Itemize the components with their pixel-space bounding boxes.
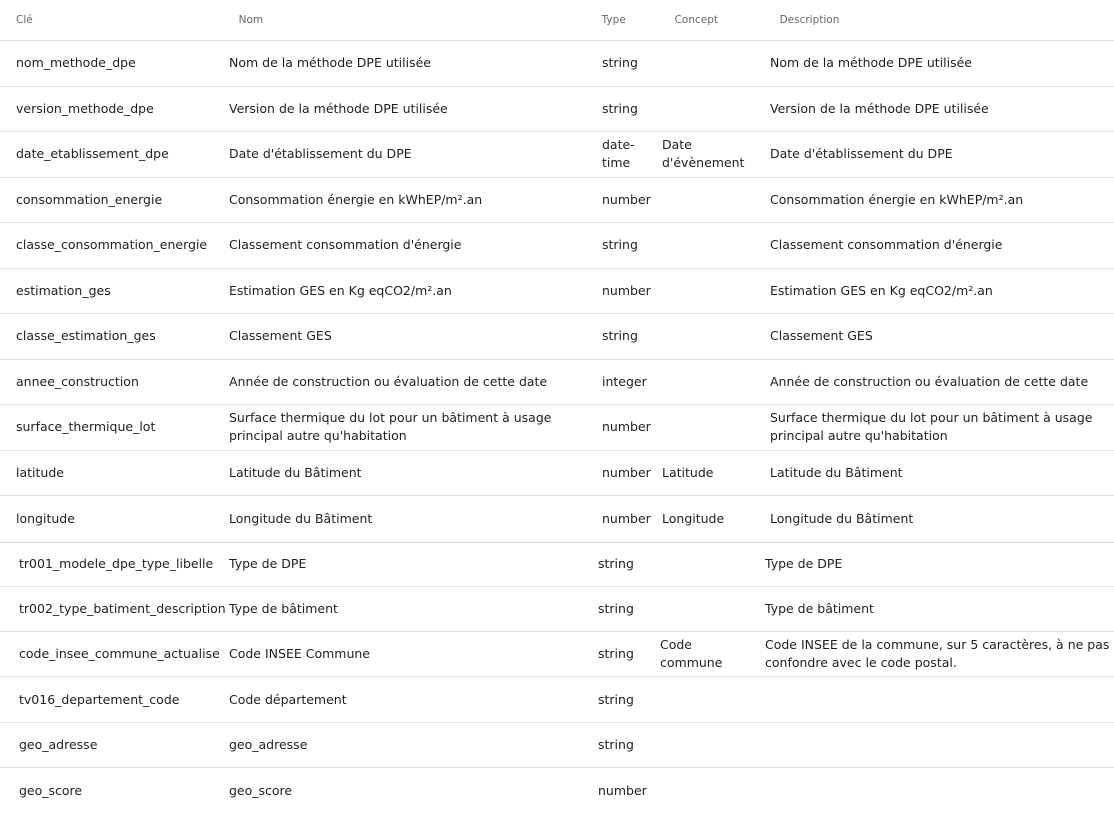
cell-key: surface_thermique_lot (16, 419, 156, 435)
cell-description: Classement GES (770, 328, 873, 344)
cell-name: Classement consommation d'énergie (229, 237, 462, 253)
cell-type: string (602, 55, 638, 71)
header-key: Clé (16, 14, 33, 26)
cell-key: classe_consommation_energie (16, 237, 208, 253)
cell-key: date_etablissement_dpe (16, 146, 169, 162)
cell-concept: Latitude (662, 464, 714, 480)
cell-key: estimation_ges (16, 282, 111, 298)
cell-name: Code département (229, 691, 347, 707)
cell-description: Année de construction ou évaluation de cette date (770, 373, 1089, 389)
cell-description: Consommation énergie en kWhEP/m².an (770, 191, 1024, 207)
cell-description: Estimation GES en Kg eqCO2/m².an (770, 282, 993, 298)
cell-type: integer (602, 373, 647, 389)
cell-description: Surface thermique du lot pour un bâtiment à usage principal autre qu'habitation (770, 410, 1093, 444)
cell-key: classe_estimation_ges (16, 328, 156, 344)
cell-name: Version de la méthode DPE utilisée (229, 100, 448, 116)
cell-description: Type de bâtiment (765, 600, 874, 616)
cell-description: Type de DPE (765, 556, 843, 572)
cell-key: code_insee_commune_actualise (19, 646, 220, 662)
table-row (0, 314, 1114, 360)
cell-description: Code INSEE de la commune, sur 5 caractères, à ne pas confondre avec le code postal. (765, 637, 1110, 671)
cell-key: tr001_modele_dpe_type_libelle (19, 556, 214, 572)
cell-name: Nom de la méthode DPE utilisée (229, 55, 431, 71)
cell-name: Type de DPE (229, 556, 307, 572)
cell-description: Longitude du Bâtiment (770, 510, 914, 526)
cell-key: latitude (16, 464, 64, 480)
cell-type: number (602, 419, 651, 435)
table-row (0, 587, 1114, 632)
cell-name: Consommation énergie en kWhEP/m².an (229, 191, 483, 207)
table-header (0, 0, 1114, 41)
cell-name: Longitude du Bâtiment (229, 510, 373, 526)
table-row (0, 178, 1114, 224)
cell-type: string (598, 646, 634, 662)
table-row (0, 405, 1114, 451)
cell-key: version_methode_dpe (16, 100, 154, 116)
cell-type: string (602, 328, 638, 344)
cell-name: Code INSEE Commune (229, 646, 370, 662)
table-row (0, 41, 1114, 87)
table-row (0, 632, 1114, 677)
cell-key: longitude (16, 510, 75, 526)
table-row (0, 723, 1114, 768)
cell-type: number (602, 510, 651, 526)
cell-name: Latitude du Bâtiment (229, 464, 362, 480)
cell-name: Type de bâtiment (229, 600, 338, 616)
cell-type: string (598, 691, 634, 707)
cell-key: nom_methode_dpe (16, 55, 136, 71)
cell-description: Version de la méthode DPE utilisée (770, 100, 989, 116)
cell-description: Nom de la méthode DPE utilisée (770, 55, 972, 71)
header-name: Nom (238, 14, 264, 26)
cell-type: string (598, 556, 634, 572)
cell-type: number (602, 191, 651, 207)
cell-type: number (602, 282, 651, 298)
table-body-extra (0, 542, 1114, 814)
cell-key: tv016_departement_code (19, 691, 180, 707)
table-row (0, 677, 1114, 722)
header-concept: Concept (674, 14, 718, 26)
cell-concept: Date d'évènement (662, 137, 745, 171)
table-row (0, 768, 1114, 813)
cell-concept: Longitude (662, 510, 725, 526)
cell-type: number (602, 464, 651, 480)
cell-key: geo_adresse (19, 736, 98, 752)
cell-type: number (598, 782, 647, 798)
table-row (0, 87, 1114, 133)
table-body-main (0, 41, 1114, 542)
cell-type: string (602, 100, 638, 116)
cell-type: string (602, 237, 638, 253)
cell-description: Latitude du Bâtiment (770, 464, 903, 480)
table-row (0, 360, 1114, 406)
cell-key: annee_construction (16, 373, 139, 389)
cell-name: Surface thermique du lot pour un bâtiment à usage principal autre qu'habitation (229, 410, 552, 444)
cell-name: Classement GES (229, 328, 332, 344)
table-row (0, 132, 1114, 178)
cell-name: Date d'établissement du DPE (229, 146, 412, 162)
table-row (0, 496, 1114, 542)
header-type: Type (601, 14, 626, 26)
cell-description: Date d'établissement du DPE (770, 146, 953, 162)
cell-type: date-time (602, 137, 635, 171)
cell-key: tr002_type_batiment_description (19, 600, 226, 616)
table-row (0, 451, 1114, 497)
cell-key: consommation_energie (16, 191, 163, 207)
table-row (0, 223, 1114, 269)
cell-name: geo_score (229, 782, 293, 798)
cell-type: string (598, 736, 634, 752)
table-row (0, 542, 1114, 587)
cell-name: Année de construction ou évaluation de cette date (229, 373, 548, 389)
table-row (0, 269, 1114, 315)
cell-type: string (598, 600, 634, 616)
cell-description: Classement consommation d'énergie (770, 237, 1003, 253)
cell-name: Estimation GES en Kg eqCO2/m².an (229, 282, 452, 298)
cell-key: geo_score (19, 782, 83, 798)
header-description: Description (779, 14, 840, 26)
cell-name: geo_adresse (229, 736, 308, 752)
cell-concept: Code commune (660, 637, 723, 671)
